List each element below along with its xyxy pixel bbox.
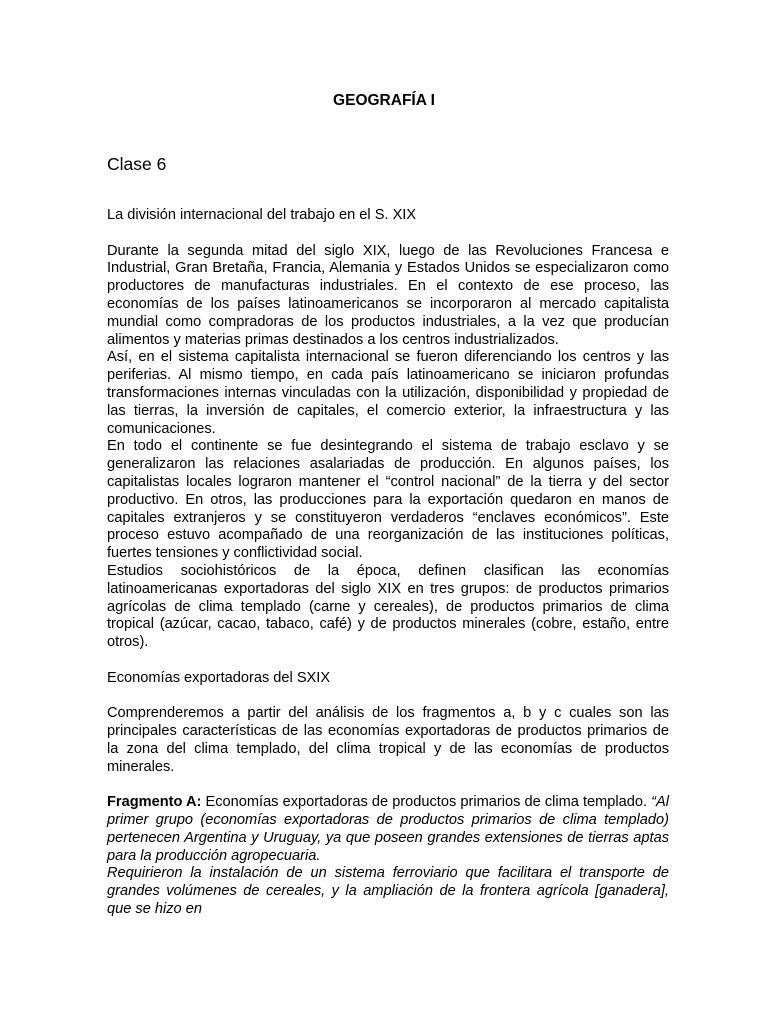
paragraph-3: En todo el continente se fue desintegrando el sistema de trabajo esclavo y se generalizaron las relaciones asalariadas de producción. En algunos países, los capitalistas locales lograron mantener el “control nacional” de la tierra y del sector productivo. En otros, las producciones para la exportación quedaron en manos de capitales extranjeros y se constituyeron verdaderos “enclaves económicos”. Este proceso estuvo acompañado de una reorganización de las instituciones políticas, fuertes tensiones y conflictividad social. xyxy=(107,438,669,562)
section-heading-division: La división internacional del trabajo en el S. XIX xyxy=(107,207,417,223)
fragment-a-quote-2: Requirieron la instalación de un sistema ferroviario que facilitara el transporte de grandes volúmenes de cereales, y la ampliación de la frontera agrícola [ganadera], que se hizo en xyxy=(107,865,669,918)
paragraph-4: Estudios sociohistóricos de la época, definen clasifican las economías latinoamericanas exportadoras del siglo XIX en tres grupos: de productos primarios agrícolas de clima templado (carne y cereales), de productos primarios de clima tropical (azúcar, cacao, tabaco, café) y de productos minerales (cobre, estaño, entre otros). xyxy=(107,562,669,651)
paragraph-1: Durante la segunda mitad del siglo XIX, luego de las Revoluciones Francesa e Industrial, Gran Bretaña, Francia, Alemania y Estados Unidos se especializaron como productores de manufacturas industriales. En el contexto de ese proceso, las economías de los países latinoamericanos se incorporaron al mercado capitalista mundial como compradoras de los productos industriales, a la vez que producían alimentos y materias primas destinados a los centros industrializados. xyxy=(107,242,669,348)
paragraph-2: Así, en el sistema capitalista internacional se fueron diferenciando los centros y las periferias. Al mismo tiempo, en cada país latinoamericano se iniciaron profundas transformaciones internas vinculadas con la utilización, disponibilidad y propiedad de las tierras, la inversión de capitales, el comercio exterior, la infraestructura y las comunicaciones. xyxy=(107,349,669,437)
section-heading-economias: Economías exportadoras del SXIX xyxy=(107,669,331,686)
fragment-a xyxy=(107,794,669,865)
document-title: GEOGRAFÍA I xyxy=(333,92,435,109)
fragment-a-quote-1: “Al primer grupo (economías exportadoras de productos primarios de clima templado) pertenecen Argentina y Uruguay, ya que poseen grandes extensiones de tierras aptas para la producción agropecuaria. xyxy=(107,794,669,864)
class-number: Clase 6 xyxy=(107,154,167,174)
fragment-a-label: Fragmento A: xyxy=(107,794,202,811)
paragraph-5: Comprenderemos a partir del análisis de los fragmentos a, b y c cuales son las principales características de las economías exportadoras de productos primarios de la zona del clima templado, del clima tropical y de las economías de productos minerales. xyxy=(107,705,669,775)
fragment-a-text: Economías exportadoras de productos primarios de clima templado. xyxy=(201,794,652,811)
document-body xyxy=(107,207,669,919)
